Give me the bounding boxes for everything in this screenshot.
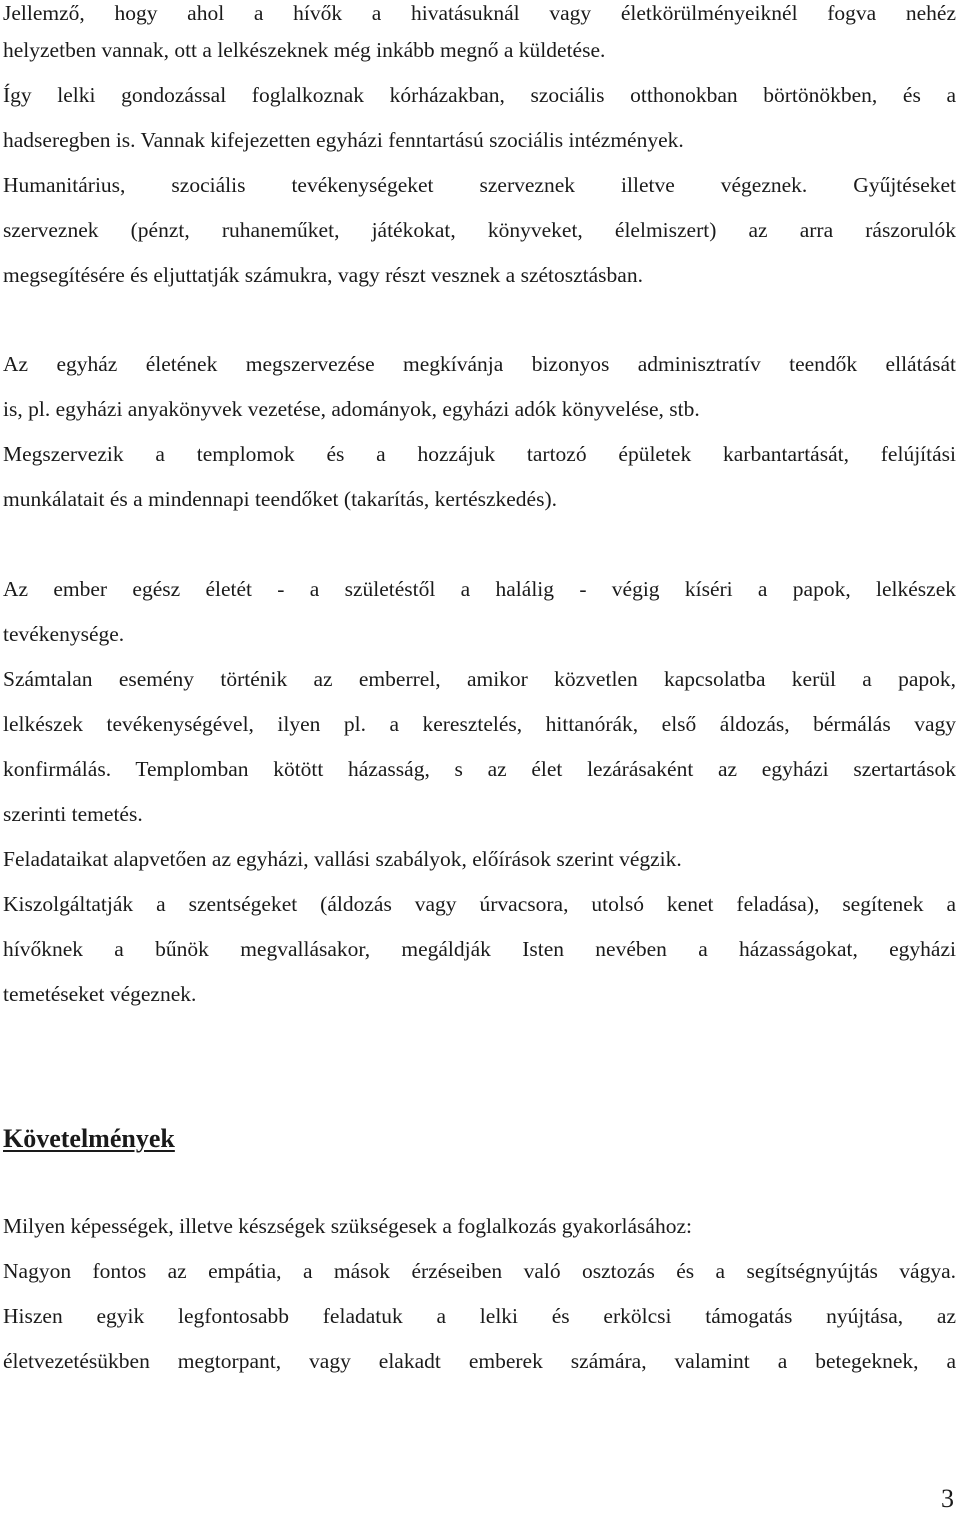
text-line: tevékenysége. [3,622,125,646]
text-line: Feladataikat alapvetően az egyházi, vallási szabályok, előírások szerint végzik. [3,847,682,871]
text-line: konfirmálás. Templomban kötött házasság, s az élet lezárásaként az egyházi szertartások [3,757,956,781]
text-line: Az egyház életének megszervezése megkívánja bizonyos adminisztratív teendők ellátását [3,352,956,376]
text-line: hívőknek a bűnök megvallásakor, megáldják Isten nevében a házasságokat, egyházi [3,937,956,961]
section-heading: Követelmények [3,1124,175,1153]
text-line: szerveznek (pénzt, ruhaneműket, játékokat, könyveket, élelmiszert) az arra rászorulók [3,218,956,242]
text-line: Humanitárius, szociális tevékenységeket szerveznek illetve végeznek. Gyűjtéseket [3,173,956,197]
text-line: életvezetésükben megtorpant, vagy elakadt emberek számára, valamint a betegeknek, a [3,1349,956,1373]
text-line: helyzetben vannak, ott a lelkészeknek még inkább megnő a küldetése. [3,38,606,62]
text-line: megsegítésére és eljuttatják számukra, vagy részt vesznek a szétosztásban. [3,263,643,287]
text-line: szerinti temetés. [3,802,143,826]
text-line: Számtalan esemény történik az emberrel, amikor közvetlen kapcsolatba kerül a papok, [3,667,956,691]
text-line: lelkészek tevékenységével, ilyen pl. a keresztelés, hittanórák, első áldozás, bérmálás vagy [3,712,956,736]
text-line: temetéseket végeznek. [3,982,197,1006]
text-line: Az ember egész életét - a születéstől a halálig - végig kíséri a papok, lelkészek [3,577,956,601]
text-line: is, pl. egyházi anyakönyvek vezetése, adományok, egyházi adók könyvelése, stb. [3,397,700,421]
text-line: hadseregben is. Vannak kifejezetten egyházi fenntartású szociális intézmények. [3,128,684,152]
text-line: munkálatait és a mindennapi teendőket (takarítás, kertészkedés). [3,487,558,511]
text-line: Milyen képességek, illetve készségek szükségesek a foglalkozás gyakorlásához: [3,1214,692,1238]
text-line: Így lelki gondozással foglalkoznak kórházakban, szociális otthonokban börtönökben, és a [3,83,956,107]
text-line: Megszervezik a templomok és a hozzájuk tartozó épületek karbantartását, felújítási [3,442,956,466]
page-number: 3 [941,1484,954,1513]
text-line: Kiszolgáltatják a szentségeket (áldozás vagy úrvacsora, utolsó kenet feladása), segítenek a [3,892,956,916]
text-line: Hiszen egyik legfontosabb feladatuk a lelki és erkölcsi támogatás nyújtása, az [3,1304,956,1328]
text-line: Nagyon fontos az empátia, a mások érzéseiben való osztozás és a segítségnyújtás vágya. [3,1259,956,1283]
text-line: Jellemző, hogy ahol a hívők a hivatásuknál vagy életkörülményeiknél fogva nehéz [3,1,956,25]
